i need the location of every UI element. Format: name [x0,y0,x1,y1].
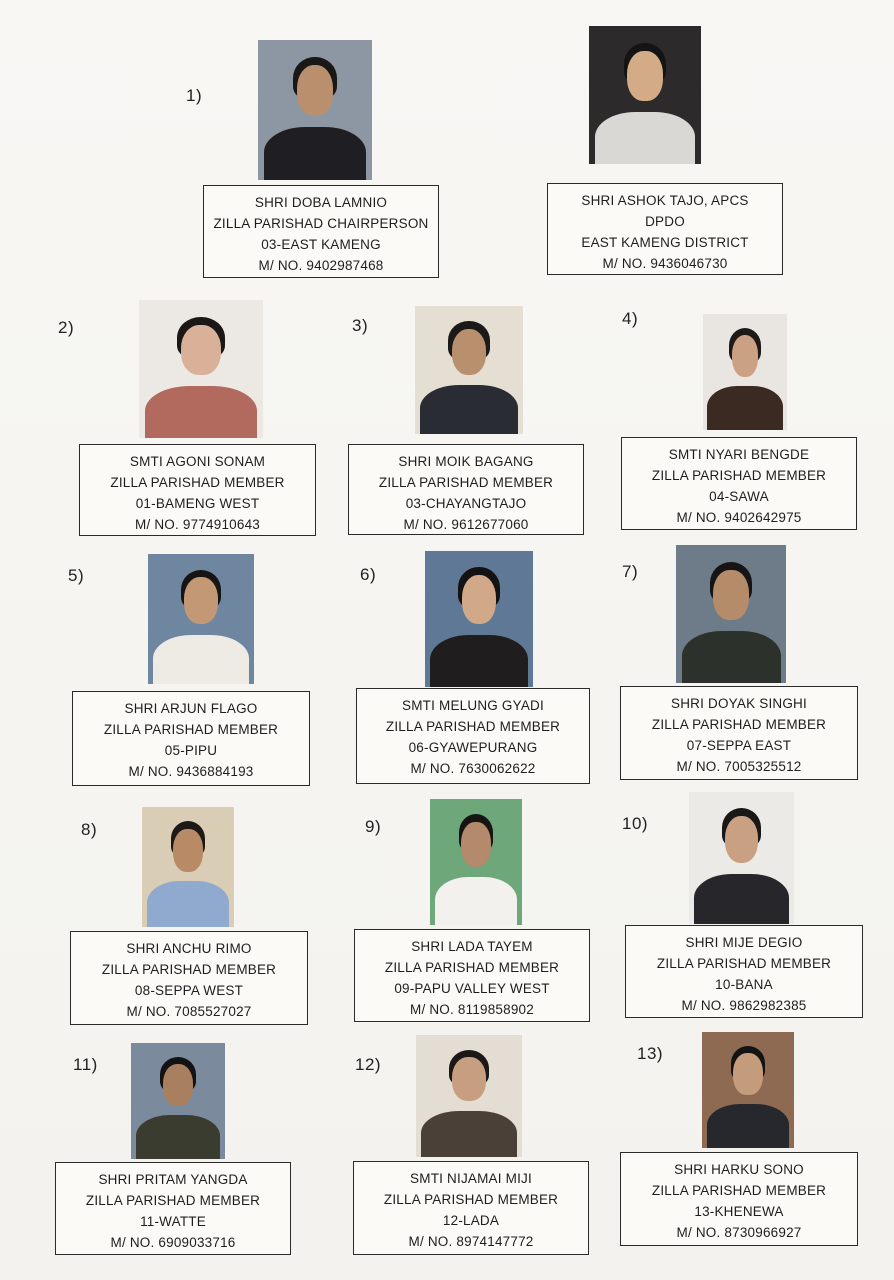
member-name: SMTI NYARI BENGDE [668,447,810,462]
member-constituency: 05-PIPU [164,743,218,758]
member-photo [416,1035,522,1157]
portrait-face [452,1057,486,1101]
member-mobile: M/ NO. 9436884193 [128,764,254,779]
member-role: ZILLA PARISHAD MEMBER [651,468,827,483]
member-constituency: 13-KHENEWA [694,1204,784,1219]
member-number: 11) [73,1055,98,1074]
member-card [70,931,308,1025]
member-number: 13) [637,1044,664,1063]
portrait-face [452,329,487,375]
portrait-body [264,127,367,180]
portrait-body [707,1104,790,1148]
member-card [353,1161,589,1255]
portrait-body [136,1115,221,1159]
portrait-face [181,325,221,375]
member-mobile: M/ NO. 9774910643 [135,517,260,532]
member-name: SHRI MIJE DEGIO [685,935,803,950]
portrait-face [725,816,759,864]
member-constituency: 06-GYAWEPURANG [408,740,538,755]
member-photo [702,1032,794,1148]
member-role: ZILLA PARISHAD MEMBER [85,1193,261,1208]
member-card [625,925,863,1018]
member-card [79,444,316,536]
member-role: ZILLA PARISHAD MEMBER [651,717,827,732]
member-constituency: 09-PAPU VALLEY WEST [394,981,550,996]
member-card [547,183,783,275]
member-photo [415,306,523,434]
portrait-face [733,1053,762,1095]
member-mobile: M/ NO. 9612677060 [403,517,529,532]
member-role: ZILLA PARISHAD MEMBER [651,1183,827,1198]
member-mobile: M/ NO. 8119858902 [410,1002,534,1017]
member-constituency: 07-SEPPA EAST [686,738,792,753]
portrait-face [297,65,333,115]
member-role: ZILLA PARISHAD MEMBER [103,722,279,737]
member-role: DPDO [645,214,685,229]
member-photo [148,554,254,684]
member-photo [139,300,263,438]
member-photo [142,807,234,927]
member-card [348,444,584,535]
member-mobile: M/ NO. 7630062622 [410,761,536,776]
member-role: ZILLA PARISHAD MEMBER [110,475,285,490]
member-number: 1) [186,86,203,105]
member-name: SHRI DOBA LAMNIO [254,195,388,210]
member-mobile: M/ NO. 6909033716 [110,1235,236,1250]
member-number: 4) [622,309,639,328]
portrait-face [184,577,218,624]
member-number: 3) [352,316,369,335]
portrait-body [420,385,517,434]
member-role: ZILLA PARISHAD MEMBER [101,962,277,977]
member-constituency: 03-CHAYANGTAJO [405,496,527,511]
member-card [72,691,310,786]
member-constituency: 08-SEPPA WEST [134,983,244,998]
member-role: ZILLA PARISHAD MEMBER [385,719,561,734]
member-photo [703,314,787,430]
member-name: SHRI MOIK BAGANG [398,454,534,469]
member-mobile: M/ NO. 7085527027 [126,1004,252,1019]
member-photo [676,545,786,683]
member-name: SHRI ASHOK TAJO, APCS [581,193,749,208]
member-role: ZILLA PARISHAD MEMBER [656,956,832,971]
portrait-body [421,1111,516,1157]
member-mobile: M/ NO. 8974147772 [408,1234,534,1249]
member-mobile: M/ NO. 9862982385 [681,998,807,1013]
member-card [620,1152,858,1246]
member-name: SHRI PRITAM YANGDA [98,1172,248,1187]
portrait-body [694,874,789,924]
member-card [55,1162,291,1255]
member-constituency: 01-BAMENG WEST [135,496,260,511]
portrait-body [430,635,527,687]
member-card [621,437,857,530]
member-name: SMTI MELUNG GYADI [402,698,544,713]
member-name: SHRI ARJUN FLAGO [124,701,258,716]
member-number: 6) [360,565,377,584]
member-name: SMTI NIJAMAI MIJI [410,1171,532,1186]
portrait-body [147,881,230,927]
member-name: SHRI HARKU SONO [674,1162,804,1177]
member-name: SHRI DOYAK SINGHI [671,696,807,711]
member-card [356,688,590,784]
member-mobile: M/ NO. 9402642975 [676,510,802,525]
member-photo [258,40,372,180]
portrait-face [732,335,759,377]
member-number: 8) [81,820,98,839]
member-constituency: EAST KAMENG DISTRICT [581,235,749,250]
member-constituency: 11-WATTE [140,1214,206,1229]
member-card [354,929,590,1022]
member-number: 10) [622,814,649,833]
member-constituency: 04-SAWA [709,489,769,504]
member-constituency: 10-BANA [715,977,773,992]
member-photo [689,792,794,924]
member-constituency: 12-LADA [442,1213,500,1228]
portrait-body [435,877,518,925]
member-name: SMTI AGONI SONAM [129,454,266,469]
portrait-face [462,575,497,624]
member-role: ZILLA PARISHAD MEMBER [378,475,554,490]
member-mobile: M/ NO. 7005325512 [676,759,802,774]
member-mobile: M/ NO. 8730966927 [676,1225,802,1240]
portrait-body [707,386,783,430]
portrait-face [173,829,202,872]
portrait-body [595,112,696,164]
member-name: SHRI LADA TAYEM [411,939,533,954]
portrait-face [627,51,663,101]
member-number: 9) [365,817,382,836]
member-card [203,185,439,278]
member-name: SHRI ANCHU RIMO [126,941,252,956]
member-number: 2) [58,318,75,337]
portrait-face [713,570,748,620]
portrait-body [682,631,781,683]
member-number: 7) [622,562,639,581]
member-mobile: M/ NO. 9402987468 [258,258,384,273]
portrait-body [145,386,257,438]
member-card [620,686,858,780]
member-constituency: 03-EAST KAMENG [261,237,381,252]
member-role: ZILLA PARISHAD MEMBER [384,960,560,975]
portrait-face [163,1064,193,1106]
member-number: 5) [68,566,85,585]
portrait-face [461,822,490,867]
member-number: 12) [355,1055,382,1074]
portrait-body [153,635,248,684]
member-photo [425,551,533,687]
member-photo [131,1043,225,1159]
member-mobile: M/ NO. 9436046730 [602,256,728,271]
member-photo [589,26,701,164]
member-role: ZILLA PARISHAD MEMBER [383,1192,559,1207]
member-photo [430,799,522,925]
member-role: ZILLA PARISHAD CHAIRPERSON [213,216,429,231]
